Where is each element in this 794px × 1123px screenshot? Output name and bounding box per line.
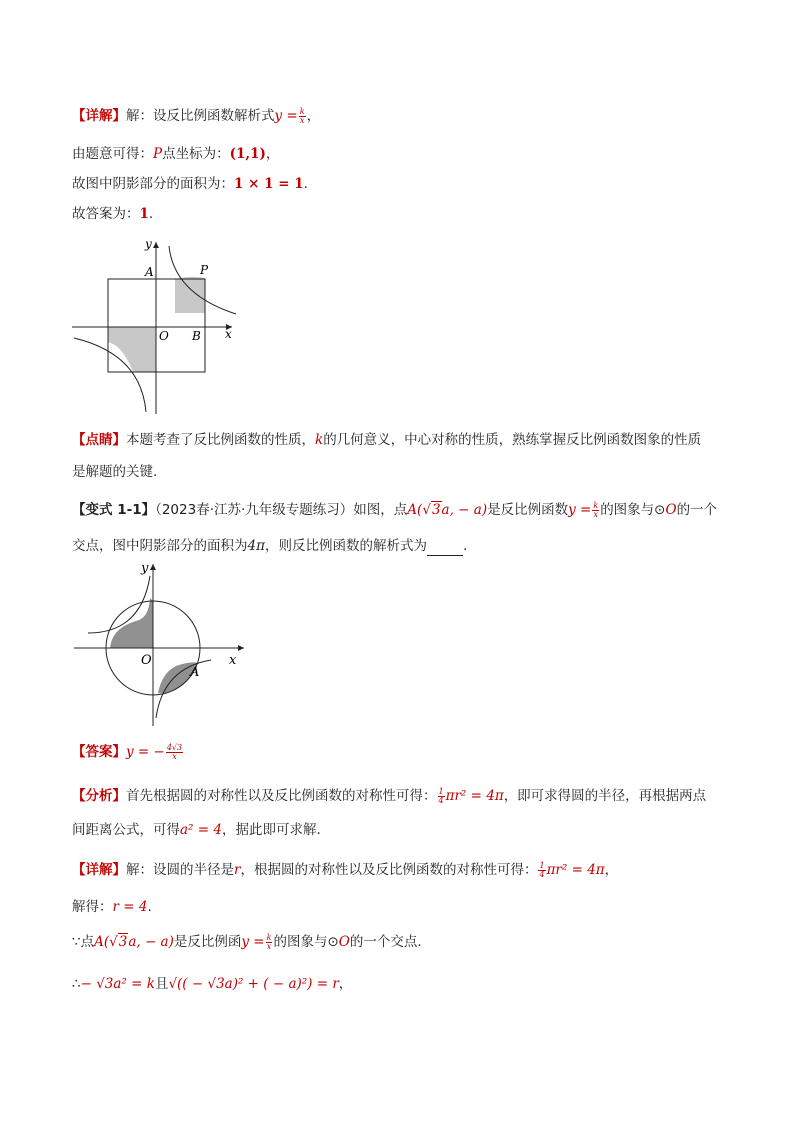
label-o: O — [159, 329, 169, 343]
text: 是反比例函数 — [487, 502, 569, 518]
fraction-numerator: 4√3 — [166, 742, 183, 752]
point-a-rest: a, − a) — [128, 934, 174, 950]
var-k: k — [315, 432, 324, 448]
source-text: （2023春·江苏·九年级专题练习）如图，点 — [155, 502, 408, 518]
figure-1-square-hyperbola — [66, 234, 246, 418]
fraction-numerator: 1 — [539, 860, 545, 870]
detail-line-2 — [72, 144, 279, 164]
detail-tag: 【详解】 — [72, 862, 126, 878]
text: ，即可求得圆的半径，再根据两点 — [503, 788, 707, 804]
text: 故答案为： — [72, 206, 140, 222]
sqrt: √3 — [109, 934, 128, 950]
fraction-denominator: x — [299, 115, 305, 125]
coordinate: (1,1) — [229, 146, 266, 162]
label-y: y — [145, 237, 152, 251]
figure-2-circle-hyperbola — [66, 558, 276, 730]
text: 解得： — [72, 899, 113, 915]
fraction — [592, 502, 599, 519]
point-a: A( — [94, 934, 110, 950]
text: 解：设圆的半径是 — [126, 862, 234, 878]
area-expression: 1 × 1 = 1 — [234, 176, 304, 192]
fraction-numerator: k — [593, 500, 599, 510]
fraction-denominator: x — [593, 509, 599, 519]
label-o: O — [141, 653, 152, 668]
variant-tag: 【变式 1-1】 — [72, 502, 156, 518]
label-x: x — [225, 327, 232, 341]
point-a-rest: a, − a) — [441, 502, 488, 518]
label-b: B — [192, 329, 201, 343]
fraction — [438, 788, 445, 805]
a-squared-equation: a² = 4 — [180, 822, 222, 838]
analysis-tag: 【分析】 — [72, 788, 126, 804]
punctuation: ， — [338, 976, 353, 992]
text: 交点，图中阴影部分的面积为 — [72, 538, 248, 554]
text: 本题考查了反比例函数的性质， — [126, 432, 315, 448]
answer-value: 1 — [139, 206, 149, 222]
sqrt-value: 3 — [118, 934, 128, 950]
point-note-line-2 — [72, 462, 157, 482]
var-r: r — [234, 862, 241, 878]
punctuation: ， — [306, 108, 321, 124]
radius-value: r = 4 — [112, 899, 148, 915]
punctuation: . — [148, 206, 154, 222]
text: 是解题的关键. — [72, 464, 158, 480]
equation: y = — [568, 502, 592, 518]
circle-o: O — [338, 934, 350, 950]
text: 点坐标为： — [162, 146, 230, 162]
equation: y = — [241, 934, 265, 950]
answer-tag: 【答案】 — [72, 744, 126, 760]
text: 首先根据圆的对称性以及反比例函数的对称性可得： — [126, 788, 437, 804]
detail2-line-2 — [72, 897, 152, 917]
variant-line-2 — [72, 536, 467, 556]
punctuation: ， — [604, 862, 619, 878]
detail2-line-4 — [72, 974, 352, 994]
point-note-tag: 【点睛】 — [72, 432, 126, 448]
analysis-line-2 — [72, 820, 321, 840]
because-symbol: ∵点 — [72, 934, 95, 950]
sqrt: √3 — [422, 502, 441, 518]
text: 故图中阴影部分的面积为： — [72, 176, 234, 192]
detail-line-3 — [72, 174, 308, 194]
answer-equation: y = − — [126, 744, 165, 760]
text: 的几何意义，中心对称的性质，熟练掌握反比例函数图象的性质 — [323, 432, 702, 448]
fraction — [266, 934, 273, 951]
answer-blank — [427, 541, 463, 556]
analysis-line-1 — [72, 786, 706, 806]
text: 间距离公式，可得 — [72, 822, 180, 838]
equation-k: − √3a² = k — [80, 976, 155, 992]
text: ，则反比例函数的解析式为 — [264, 538, 427, 554]
circle-o: O — [665, 502, 677, 518]
text: 的一个交点. — [349, 934, 422, 950]
fraction — [299, 108, 306, 125]
distance-equation: √(( − √3a)² + ( − a)²) = r — [168, 976, 339, 992]
label-y: y — [141, 561, 149, 576]
label-p: P — [200, 263, 209, 277]
text: 且 — [154, 976, 169, 992]
equation: y = — [274, 108, 298, 124]
variant-line-1 — [72, 500, 717, 520]
detail-tag: 【详解】 — [72, 108, 126, 124]
detail-line-4 — [72, 204, 153, 224]
detail-text: 解：设反比例函数解析式 — [126, 108, 275, 124]
text: 的一个 — [676, 502, 718, 518]
punctuation: . — [303, 176, 308, 192]
text: 的图象与⊙ — [600, 502, 666, 518]
fraction-numerator: k — [299, 106, 305, 116]
label-a: A — [145, 265, 154, 279]
text: 由题意可得： — [72, 146, 153, 162]
detail2-line-1 — [72, 860, 618, 880]
fraction — [538, 862, 545, 879]
fraction-numerator: k — [266, 932, 272, 942]
point-p: P — [153, 146, 163, 162]
label-a: A — [190, 665, 200, 680]
point-note-line-1 — [72, 430, 701, 450]
therefore-symbol: ∴ — [72, 976, 81, 992]
text: 的图象与⊙ — [273, 934, 339, 950]
punctuation: ， — [265, 146, 280, 162]
text: ，根据圆的对称性以及反比例函数的对称性可得： — [240, 862, 538, 878]
fraction-denominator: x — [172, 751, 177, 761]
detail2-line-3 — [72, 932, 422, 952]
answer-line — [72, 742, 184, 762]
detail-line-1 — [72, 106, 320, 126]
text: 是反比例函 — [173, 934, 242, 950]
fraction-numerator: 1 — [438, 786, 444, 796]
punctuation: . — [462, 538, 468, 554]
point-a: A( — [407, 502, 423, 518]
punctuation: . — [147, 899, 152, 915]
text: ，据此即可求解. — [221, 822, 321, 838]
area-equation: πr² = 4π — [546, 862, 605, 878]
fraction — [166, 744, 183, 761]
fraction-denominator: x — [266, 941, 272, 951]
fraction-denominator: 4 — [438, 795, 444, 805]
label-x: x — [229, 653, 237, 668]
fraction-denominator: 4 — [539, 869, 545, 879]
sqrt-value: 3 — [431, 502, 441, 518]
area-equation: πr² = 4π — [445, 788, 504, 804]
area-value: 4π — [247, 538, 265, 554]
